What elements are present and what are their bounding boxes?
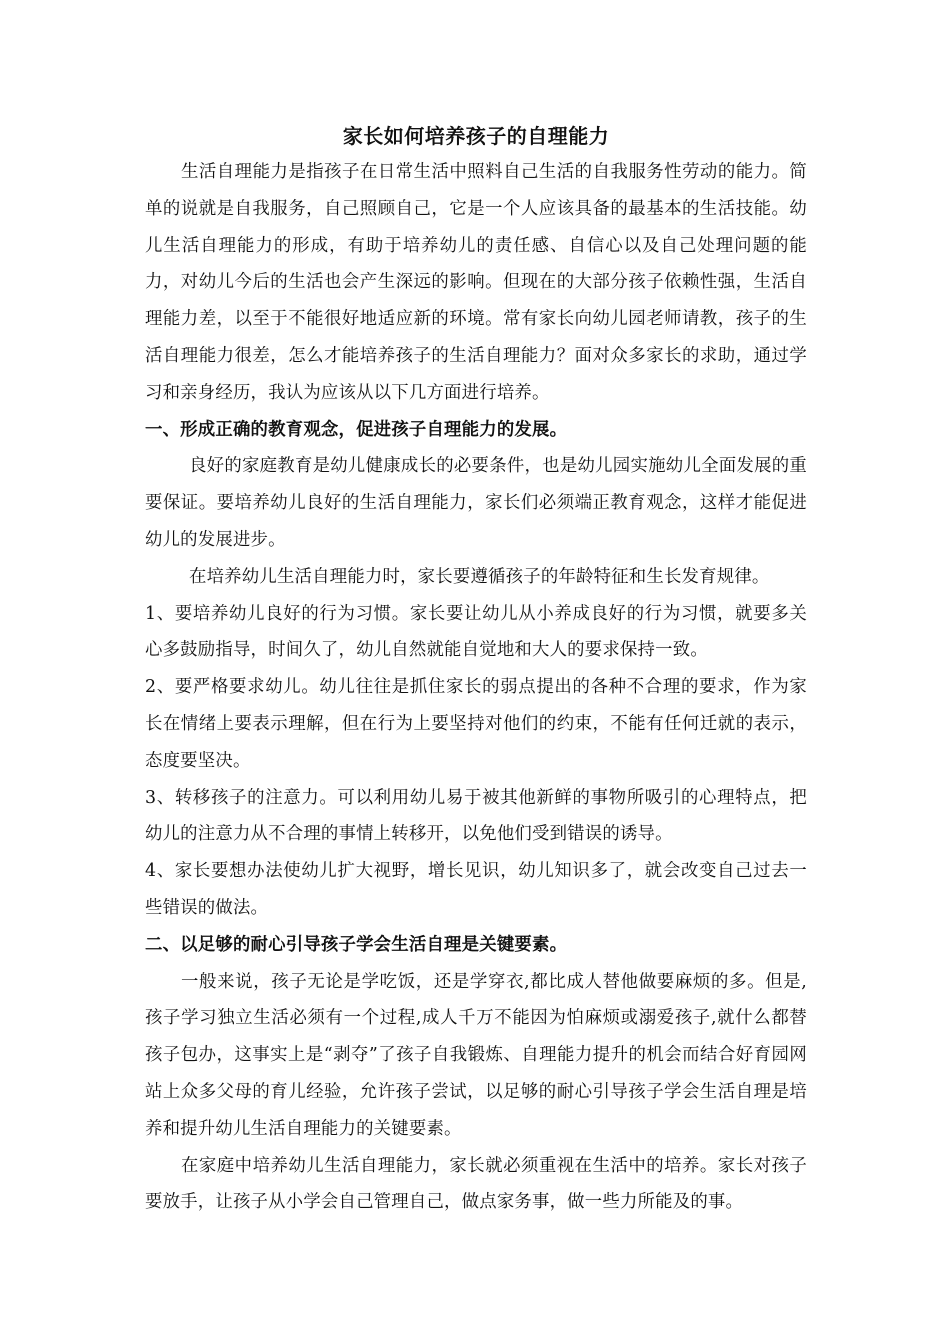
section-1-heading: 一、形成正确的教育观念，促进孩子自理能力的发展。: [145, 419, 568, 440]
section-1-paragraph-1: 良好的家庭教育是幼儿健康成长的必要条件，也是幼儿园实施幼儿全面发展的重要保证。要培养幼儿良好的生活自理能力，家长们必须端正教育观念，这样才能促进幼儿的发展进步。: [145, 456, 807, 550]
section-1-item-2: 2、要严格要求幼儿。幼儿往往是抓住家长的弱点提出的各种不合理的要求，作为家长在情绪上要表示理解，但在行为上要坚持对他们的约束，不能有任何迁就的表示，态度要坚决。: [145, 677, 807, 771]
document-title: 家长如何培养孩子的自理能力: [342, 124, 610, 148]
document-page: [145, 118, 807, 1221]
section-1-item-4: 4、家长要想办法使幼儿扩大视野，增长见识，幼儿知识多了，就会改变自己过去一些错误的做法。: [145, 861, 807, 918]
section-2-paragraph-2: 在家庭中培养幼儿生活自理能力，家长就必须重视在生活中的培养。家长对孩子要放手，让孩子从小学会自己管理自己，做点家务事，做一些力所能及的事。: [145, 1155, 807, 1213]
section-1-item-1: 1、要培养幼儿良好的行为习惯。家长要让幼儿从小养成良好的行为习惯，就要多关心多鼓励指导，时间久了，幼儿自然就能自觉地和大人的要求保持一致。: [145, 603, 807, 661]
section-1-item-3: 3、转移孩子的注意力。可以利用幼儿易于被其他新鲜的事物所吸引的心理特点，把幼儿的注意力从不合理的事情上转移开，以免他们受到错误的诱导。: [145, 787, 807, 845]
section-2-heading: 二、以足够的耐心引导孩子学会生活自理是关键要素。: [145, 934, 568, 955]
section-1-paragraph-2: 在培养幼儿生活自理能力时，家长要遵循孩子的年龄特征和生长发育规律。: [189, 566, 770, 587]
section-2-paragraph-1: 一般来说，孩子无论是学吃饭，还是学穿衣,都比成人替他做要麻烦的多。但是,孩子学习独立生活必须有一个过程,成人千万不能因为怕麻烦或溺爱孩子,就什么都替孩子包办，这事实上是“剥夺”了孩子自我锻炼、自理能力提升的机会而结合好育园网站上众多父母的育儿经验，允许孩子尝试，以足够的耐心引导孩子学会生活自理是培养和提升幼儿生活自理能力的关键要素。: [145, 971, 807, 1139]
intro-paragraph: 生活自理能力是指孩子在日常生活中照料自己生活的自我服务性劳动的能力。简单的说就是自我服务，自己照顾自己，它是一个人应该具备的最基本的生活技能。幼儿生活自理能力的形成，有助于培养幼儿的责任感、自信心以及自己处理问题的能力，对幼儿今后的生活也会产生深远的影响。但现在的大部分孩子依赖性强，生活自理能力差，以至于不能很好地适应新的环境。常有家长向幼儿园老师请教，孩子的生活自理能力很差，怎么才能培养孩子的生活自理能力？面对众多家长的求助，通过学习和亲身经历，我认为应该从以下几方面进行培养。: [145, 162, 807, 403]
